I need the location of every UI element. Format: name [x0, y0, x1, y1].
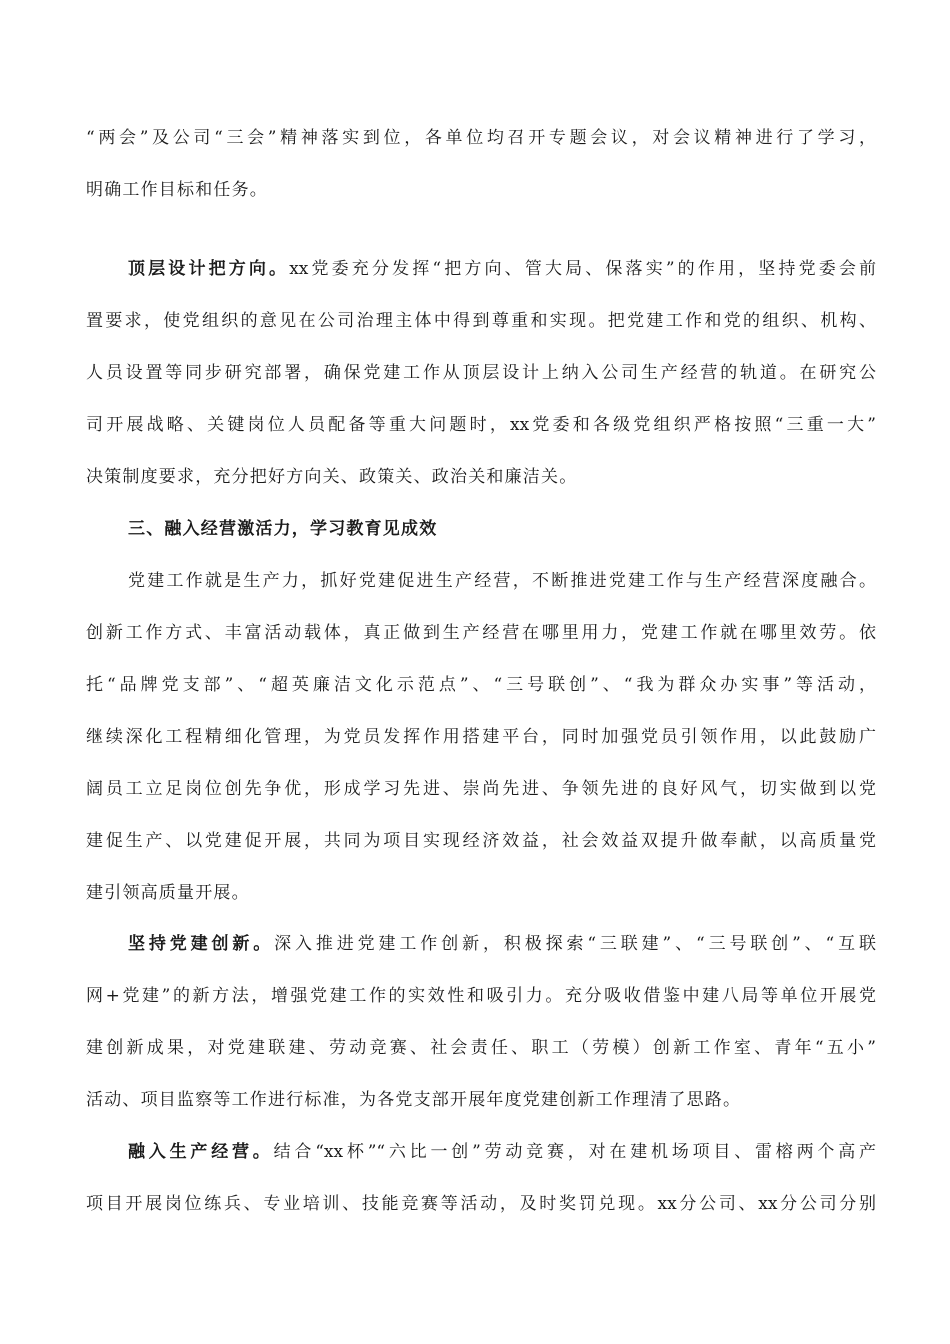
paragraph-3-line-5: 阔员工立足岗位创先争优，形成学习先进、崇尚先进、争领先进的良好风气，切实做到以党: [86, 779, 876, 799]
paragraph-5-line-2: 项目开展岗位练兵、专业培训、技能竞赛等活动，及时奖罚兑现。xx分公司、xx分公司分别: [86, 1194, 876, 1214]
paragraph-3-line-3: 托“品牌党支部”、“超英廉洁文化示范点”、“三号联创”、“我为群众办实事”等活动，: [86, 675, 876, 695]
paragraph-3-line-1: 党建工作就是生产力，抓好党建促进生产经营，不断推进党建工作与生产经营深度融合。: [128, 571, 876, 591]
paragraph-4-lead: 坚持党建创新。: [128, 934, 275, 954]
paragraph-5-lead: 融入生产经营。: [128, 1142, 274, 1162]
paragraph-1-line-2: 明确工作目标和任务。: [86, 180, 268, 200]
paragraph-4-line-1-text: 深入推进党建工作创新，积极探索“三联建”、“三号联创”、“互联: [274, 934, 876, 954]
paragraph-4-line-2: 网+党建”的新方法，增强党建工作的实效性和吸引力。充分吸收借鉴中建八局等单位开展党: [86, 986, 876, 1006]
paragraph-5-line-1-text: 结合“xx杯”“六比一创”劳动竞赛，对在建机场项目、雷榕两个高产: [273, 1142, 877, 1162]
paragraph-3-line-4: 继续深化工程精细化管理，为党员发挥作用搭建平台，同时加强党员引领作用，以此鼓励广: [86, 727, 876, 747]
paragraph-3-line-2: 创新工作方式、丰富活动载体，真正做到生产经营在哪里用力，党建工作就在哪里效劳。依: [86, 623, 876, 643]
paragraph-2-line-1: [128, 257, 876, 281]
paragraph-2-lead: 顶层设计把方向。: [128, 259, 290, 279]
paragraph-1-line-1: “两会”及公司“三会”精神落实到位，各单位均召开专题会议，对会议精神进行了学习，: [86, 128, 876, 148]
paragraph-3-line-6: 建促生产、以党建促开展，共同为项目实现经济效益，社会效益双提升做奉献，以高质量党: [86, 831, 876, 851]
paragraph-2-line-2: 置要求，使党组织的意见在公司治理主体中得到尊重和实现。把党建工作和党的组织、机构、: [86, 311, 876, 331]
paragraph-2-line-1-text: xx党委充分发挥“把方向、管大局、保落实”的作用，坚持党委会前: [289, 259, 877, 279]
paragraph-3-line-7: 建引领高质量开展。: [86, 883, 250, 903]
paragraph-4-line-1: [128, 932, 876, 956]
paragraph-2-line-4: 司开展战略、关键岗位人员配备等重大问题时，xx党委和各级党组织严格按照“三重一大”: [86, 415, 876, 435]
paragraph-2-line-5: 决策制度要求，充分把好方向关、政策关、政治关和廉洁关。: [86, 467, 578, 487]
paragraph-4-line-4: 活动、项目监察等工作进行标准，为各党支部开展年度党建创新工作理清了思路。: [86, 1090, 742, 1110]
paragraph-2-line-3: 人员设置等同步研究部署，确保党建工作从顶层设计上纳入公司生产经营的轨道。在研究公: [86, 363, 876, 383]
paragraph-5-line-1: [128, 1140, 876, 1164]
paragraph-4-line-3: 建创新成果，对党建联建、劳动竞赛、社会责任、职工（劳模）创新工作室、青年“五小”: [86, 1038, 876, 1058]
section-heading: 三、融入经营激活力，学习教育见成效: [128, 519, 438, 539]
